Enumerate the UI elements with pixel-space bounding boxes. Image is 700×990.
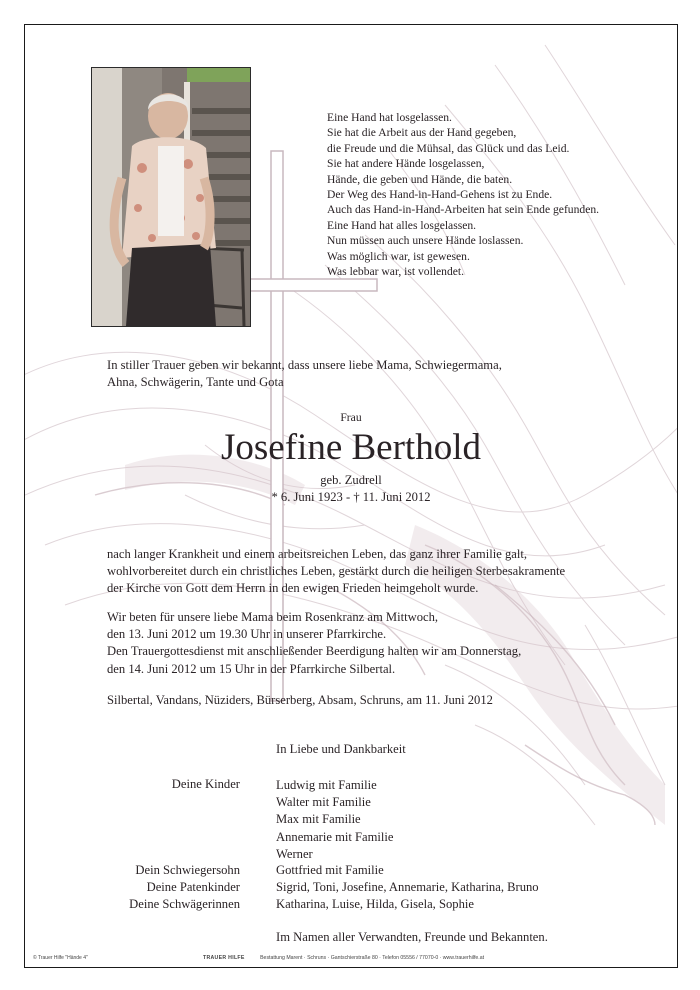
poem-line: Nun müssen auch unsere Hände loslassen. <box>327 234 524 248</box>
intro-text <box>107 357 502 391</box>
survivor-name: Annemarie mit Familie <box>276 829 394 844</box>
survivor-names <box>276 777 394 863</box>
survivor-label: Deine Kinder <box>171 777 240 791</box>
body-line: nach langer Krankheit und einem arbeitsreichen Leben, das ganz ihrer Familie galt, <box>107 547 527 561</box>
footer-address: Bestattung Marent · Schruns · Gantschierstraße 80 · Telefon 05556 / 77070-0 · www.trauerhilfe.at <box>260 955 485 961</box>
survivor-name: Ludwig mit Familie <box>276 778 377 792</box>
poem-line: Was lebbar war, ist vollendet. <box>327 265 465 279</box>
survivor-name: Katharina, Luise, Hilda, Gisela, Sophie <box>276 897 474 911</box>
closing-heading: In Liebe und Dankbarkeit <box>276 742 406 756</box>
poem-line: Sie hat andere Hände losgelassen, <box>327 157 485 171</box>
survivor-name: Gottfried mit Familie <box>276 863 384 877</box>
intro-line: In stiller Trauer geben wir bekannt, dass unsere liebe Mama, Schwiegermama, <box>107 358 502 372</box>
footer-imprint <box>203 955 484 961</box>
survivor-name: Werner <box>276 846 313 861</box>
life-dates: * 6. Juni 1923 - † 11. Juni 2012 <box>271 490 431 504</box>
deceased-name: Josefine Berthold <box>221 427 481 468</box>
intro-line: Ahna, Schwägerin, Tante und Gota <box>107 375 284 390</box>
survivor-name: Max mit Familie <box>276 812 361 827</box>
place-date: Silbertal, Vandans, Nüziders, Bürserberg, Absam, Schruns, am 11. Juni 2012 <box>107 693 493 707</box>
deceased-title: Frau <box>340 411 362 424</box>
poem-line: Auch das Hand-in-Hand-Arbeiten hat sein Ende gefunden. <box>327 203 600 217</box>
footer-credit: © Trauer Hilfe "Hände 4" <box>33 955 88 961</box>
survivor-label: Deine Schwägerinnen <box>129 897 240 911</box>
service-line: Den Trauergottesdienst mit anschließender Beerdigung halten wir am Donnerstag, <box>107 644 522 659</box>
birth-name: geb. Zudrell <box>320 473 382 487</box>
body-text <box>107 546 565 598</box>
service-line: den 14. Juni 2012 um 15 Uhr in der Pfarrkirche Silbertal. <box>107 661 396 676</box>
service-info <box>107 609 521 678</box>
survivor-name: Sigrid, Toni, Josefine, Annemarie, Katharina, Bruno <box>276 880 539 894</box>
portrait-photo <box>91 67 251 327</box>
poem-line: Was möglich war, ist gewesen. <box>327 249 470 263</box>
service-line: den 13. Juni 2012 um 19.30 Uhr in unserer Pfarrkirche. <box>107 627 387 642</box>
service-line: Wir beten für unsere liebe Mama beim Rosenkranz am Mittwoch, <box>107 610 439 624</box>
poem-line: Der Weg des Hand-in-Hand-Gehens ist zu Ende. <box>327 188 553 202</box>
survivor-label: Deine Patenkinder <box>146 880 240 894</box>
poem <box>327 110 599 279</box>
body-line: der Kirche von Gott dem Herrn in den ewigen Frieden heimgeholt wurde. <box>107 581 479 596</box>
poem-line: Eine Hand hat losgelassen. <box>327 111 452 124</box>
obituary-card <box>24 24 678 968</box>
body-line: wohlvorbereitet durch ein christliches Leben, gestärkt durch die heiligen Sterbesakramente <box>107 564 566 579</box>
poem-line: Hände, die geben und Hände, die baten. <box>327 172 513 186</box>
poem-line: Eine Hand hat alles losgelassen. <box>327 218 477 232</box>
closing-line: Im Namen aller Verwandten, Freunde und Bekannten. <box>276 930 548 944</box>
poem-line: die Freude und die Mühsal, das Glück und das Leid. <box>327 141 570 155</box>
poem-line: Sie hat die Arbeit aus der Hand gegeben, <box>327 126 517 140</box>
survivor-label: Dein Schwiegersohn <box>135 863 240 877</box>
survivor-name: Walter mit Familie <box>276 795 371 810</box>
footer-brand: TRAUER HILFE <box>203 955 245 961</box>
